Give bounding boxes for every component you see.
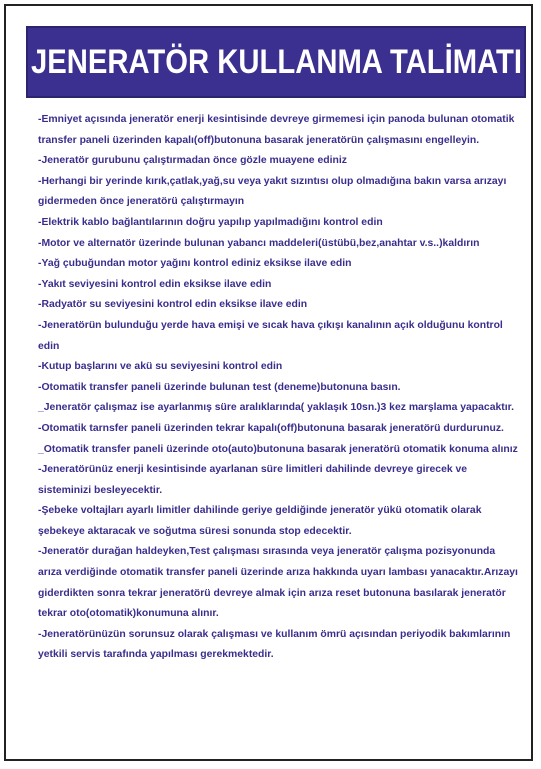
instruction-item: -Otomatik transfer paneli üzerinde bulunan test (deneme)butonuna basın. — [38, 381, 401, 393]
instruction-item: -Herhangi bir yerinde kırık,çatlak,yağ,su veya yakıt sızıntısı olup olmadığına bakın varsa arızayı gidermeden önce jeneratörü çalıştırmayın — [38, 175, 507, 208]
instruction-item: -Radyatör su seviyesini kontrol edin eksikse ilave edin — [38, 299, 308, 311]
instruction-item: -Yakıt seviyesini kontrol edin eksikse ilave edin — [38, 278, 272, 290]
instruction-item: -Motor ve alternatör üzerinde bulunan yabancı maddeleri(üstübü,bez,anahtar v.s..)kaldırın — [38, 237, 480, 249]
instruction-item: -Emniyet açısında jeneratör enerji kesintisinde devreye girmemesi için panoda bulunan otomatik transfer paneli üzerinden kapalı(off)butonuna basarak jeneratörün çalışmasını engelleyin. — [38, 114, 515, 146]
instruction-item: -Şebeke voltajları ayarlı limitler dahilinde geriye geldiğinde jeneratör yükü otomatik olarak şebekeye aktaracak ve soğutma süresi sonunda stop edecektir. — [38, 505, 482, 537]
instruction-item: -Kutup başlarını ve akü su seviyesini kontrol edin — [38, 361, 283, 373]
instruction-item: _Jeneratör çalışmaz ise ayarlanmış süre aralıklarında( yaklaşık 10sn.)3 kez marşlama yapacaktır. — [38, 402, 514, 414]
instruction-item: -Jeneratörün bulunduğu yerde hava emişi ve sıcak hava çıkışı kanalının açık olduğunu kontrol edin — [38, 319, 503, 352]
instruction-sign — [4, 4, 533, 761]
instruction-item: -Jeneratörünüzün sorunsuz olarak çalışması ve kullanım ömrü açısından periyodik bakımlarının yetkili servis tarafında yapılması gerekmektedir. — [38, 628, 511, 661]
instruction-item: -Jeneratör durağan haldeyken,Test çalışması sırasında veya jeneratör çalışma pozisyonunda arıza verdiğinde otomatik transfer paneli üzerinde arıza hakkında uyarı lambası yanacaktır.Arızayı giderdikten sonra tekrar jeneratörü devreye almak için arıza reset butonuna basılarak jeneratör tekrar oto(otomatik)konumuna alınır. — [38, 546, 518, 620]
instruction-item: -Otomatik tarnsfer paneli üzerinden tekrar kapalı(off)butonuna basarak jeneratörü durdurunuz. — [38, 422, 504, 434]
instruction-item: -Elektrik kablo bağlantılarının doğru yapılıp yapılmadığını kontrol edin — [38, 216, 383, 228]
instruction-item: _Otomatik transfer paneli üzerinde oto(auto)butonuna basarak jeneratörü otomatik konuma alınız — [38, 443, 518, 455]
instruction-list — [38, 110, 520, 666]
title-banner — [26, 26, 526, 98]
instruction-item: -Jeneratörünüz enerji kesintisinde ayarlanan süre limitleri dahilinde devreye girecek ve sisteminizi besleyecektir. — [38, 464, 468, 496]
instruction-item: -Yağ çubuğundan motor yağını kontrol ediniz eksikse ilave edin — [38, 258, 352, 270]
instruction-item: -Jeneratör gurubunu çalıştırmadan önce gözle muayene ediniz — [38, 155, 347, 167]
sign-title: JENERATÖR KULLANMA TALİMATI — [30, 42, 522, 81]
